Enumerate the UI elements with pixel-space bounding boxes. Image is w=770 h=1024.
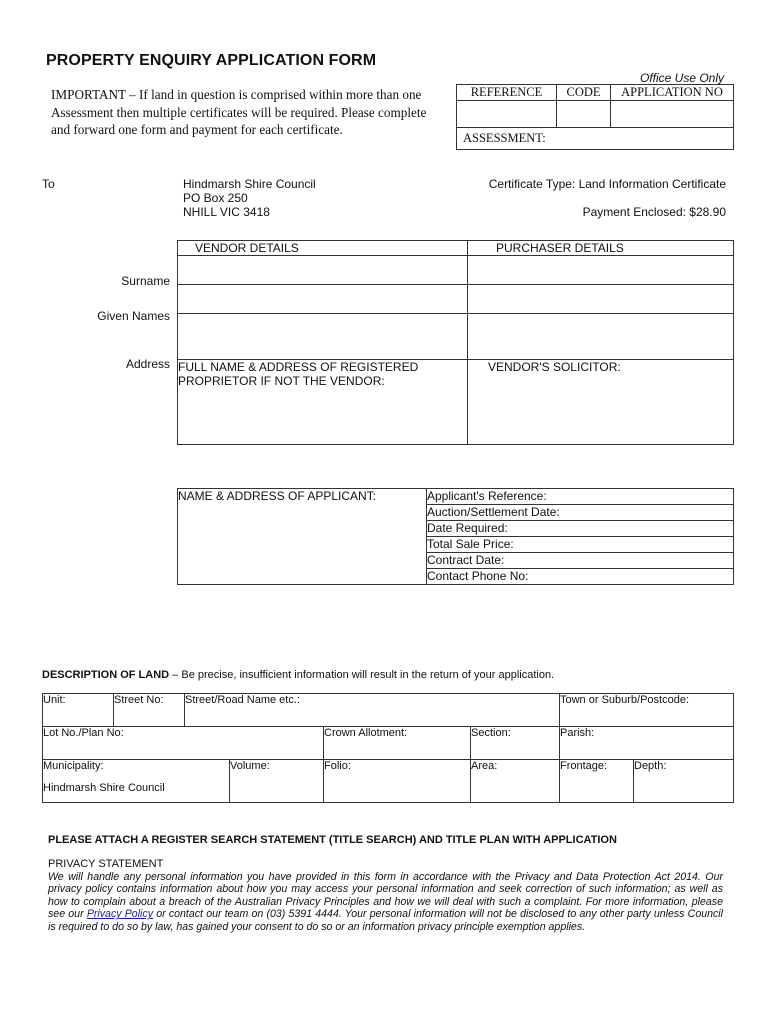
registered-proprietor-label: FULL NAME & ADDRESS OF REGISTERED PROPRIETOR IF NOT THE VENDOR: [178, 360, 419, 388]
crown-allotment-label: Crown Allotment: [324, 727, 408, 739]
lot-plan-label: Lot No./Plan No: [43, 727, 124, 739]
vendor-solicitor-field[interactable] [468, 360, 734, 445]
applicant-reference-label: Applicant's Reference: [427, 489, 547, 503]
application-no-field[interactable] [611, 101, 734, 128]
area-label: Area: [471, 760, 498, 772]
total-sale-price-label: Total Sale Price: [427, 537, 514, 551]
office-use-label: Office Use Only [640, 71, 725, 85]
street-name-label: Street/Road Name etc.: [185, 694, 300, 706]
unit-label: Unit: [43, 694, 66, 706]
council-city: NHILL VIC 3418 [183, 205, 270, 219]
reference-header: REFERENCE [457, 85, 557, 101]
assessment-field[interactable] [457, 128, 734, 150]
folio-label: Folio: [324, 760, 351, 772]
purchaser-given-names-field[interactable] [468, 285, 734, 314]
vendor-address-field[interactable] [178, 314, 468, 360]
office-use-table [456, 84, 734, 150]
vendor-details-header: VENDOR DETAILS [178, 241, 468, 256]
frontage-field[interactable] [560, 760, 634, 803]
town-suburb-postcode-label: Town or Suburb/Postcode: [560, 694, 690, 706]
municipality-value: Hindmarsh Shire Council [43, 782, 165, 794]
applicant-name-address-label: NAME & ADDRESS OF APPLICANT: [178, 489, 377, 503]
depth-field[interactable] [634, 760, 734, 803]
payment-enclosed: Payment Enclosed: $28.90 [582, 205, 726, 219]
vendor-given-names-field[interactable] [178, 285, 468, 314]
municipality-field[interactable] [43, 760, 230, 803]
vendor-solicitor-label: VENDOR'S SOLICITOR: [488, 360, 621, 374]
certificate-type: Certificate Type: Land Information Certificate [488, 177, 726, 191]
street-no-field[interactable] [114, 694, 185, 727]
applicant-reference-field[interactable] [427, 489, 734, 505]
vendor-surname-field[interactable] [178, 256, 468, 285]
code-header: CODE [557, 85, 611, 101]
attach-notice: PLEASE ATTACH A REGISTER SEARCH STATEMENT (TITLE SEARCH) AND TITLE PLAN WITH APPLICATION [48, 834, 617, 846]
form-title: PROPERTY ENQUIRY APPLICATION FORM [46, 52, 377, 69]
section-label: Section: [471, 727, 511, 739]
land-description-heading: DESCRIPTION OF LAND [42, 669, 170, 681]
frontage-label: Frontage: [560, 760, 608, 772]
privacy-text-after: or contact our team on (03) 5391 4444. Your personal information will not be disclosed to any other party unless Council is required to do so by law, has gained your consent to do so or an information privacy principle exemption applies. [48, 908, 724, 933]
council-name: Hindmarsh Shire Council [183, 177, 316, 191]
municipality-label: Municipality: [43, 760, 104, 772]
town-suburb-postcode-field[interactable] [560, 694, 734, 727]
privacy-policy-link[interactable]: Privacy Policy [86, 908, 154, 921]
street-name-field[interactable] [185, 694, 560, 727]
land-table [42, 693, 734, 803]
vendor-purchaser-table [177, 240, 734, 445]
lot-plan-field[interactable] [43, 727, 324, 760]
contact-phone-field[interactable] [427, 569, 734, 585]
date-required-field[interactable] [427, 521, 734, 537]
registered-proprietor-field[interactable] [178, 360, 468, 445]
surname-label: Surname [121, 274, 170, 288]
volume-label: Volume: [230, 760, 270, 772]
crown-allotment-field[interactable] [324, 727, 471, 760]
contract-date-label: Contract Date: [427, 553, 505, 567]
depth-label: Depth: [634, 760, 667, 772]
contract-date-field[interactable] [427, 553, 734, 569]
purchaser-address-field[interactable] [468, 314, 734, 360]
privacy-statement [48, 871, 723, 933]
purchaser-surname-field[interactable] [468, 256, 734, 285]
assessment-label: ASSESSMENT: [463, 131, 546, 145]
street-no-label: Street No: [114, 694, 164, 706]
council-address [183, 177, 316, 219]
privacy-heading: PRIVACY STATEMENT [48, 858, 164, 870]
purchaser-details-header: PURCHASER DETAILS [468, 241, 734, 256]
date-required-label: Date Required: [427, 521, 508, 535]
unit-field[interactable] [43, 694, 114, 727]
total-sale-price-field[interactable] [427, 537, 734, 553]
land-description-note [42, 669, 554, 681]
parish-field[interactable] [560, 727, 734, 760]
council-po-box: PO Box 250 [183, 191, 248, 205]
applicant-name-address-field[interactable] [178, 489, 427, 585]
privacy-text-before: We will handle any personal information you have provided in this form in accordance with the Privacy and Data Protection Act 2014. Our privacy policy contains information about how you may access your personal information and seek correction of such information; as well as how to complain about a breach of the Australian Privacy Principles and how we will deal with such a complaint. For more information, please see our [48, 871, 723, 921]
land-description-text: – Be precise, insufficient information will result in the return of your application. [169, 669, 555, 681]
to-label: To [42, 177, 55, 191]
important-notice: IMPORTANT – If land in question is comprised within more than one Assessment then multiple certificates will be required. Please complete and forward one form and payment for each certificate. [51, 87, 427, 137]
address-label: Address [125, 357, 170, 371]
folio-field[interactable] [324, 760, 471, 803]
parish-label: Parish: [560, 727, 595, 739]
auction-settlement-date-field[interactable] [427, 505, 734, 521]
reference-field[interactable] [457, 101, 557, 128]
given-names-label: Given Names [97, 309, 170, 323]
section-field[interactable] [471, 727, 560, 760]
auction-settlement-date-label: Auction/Settlement Date: [427, 505, 560, 519]
application-no-header: APPLICATION NO [611, 85, 734, 101]
volume-field[interactable] [230, 760, 324, 803]
area-field[interactable] [471, 760, 560, 803]
applicant-table [177, 488, 734, 585]
code-field[interactable] [557, 101, 611, 128]
contact-phone-label: Contact Phone No: [427, 569, 529, 583]
